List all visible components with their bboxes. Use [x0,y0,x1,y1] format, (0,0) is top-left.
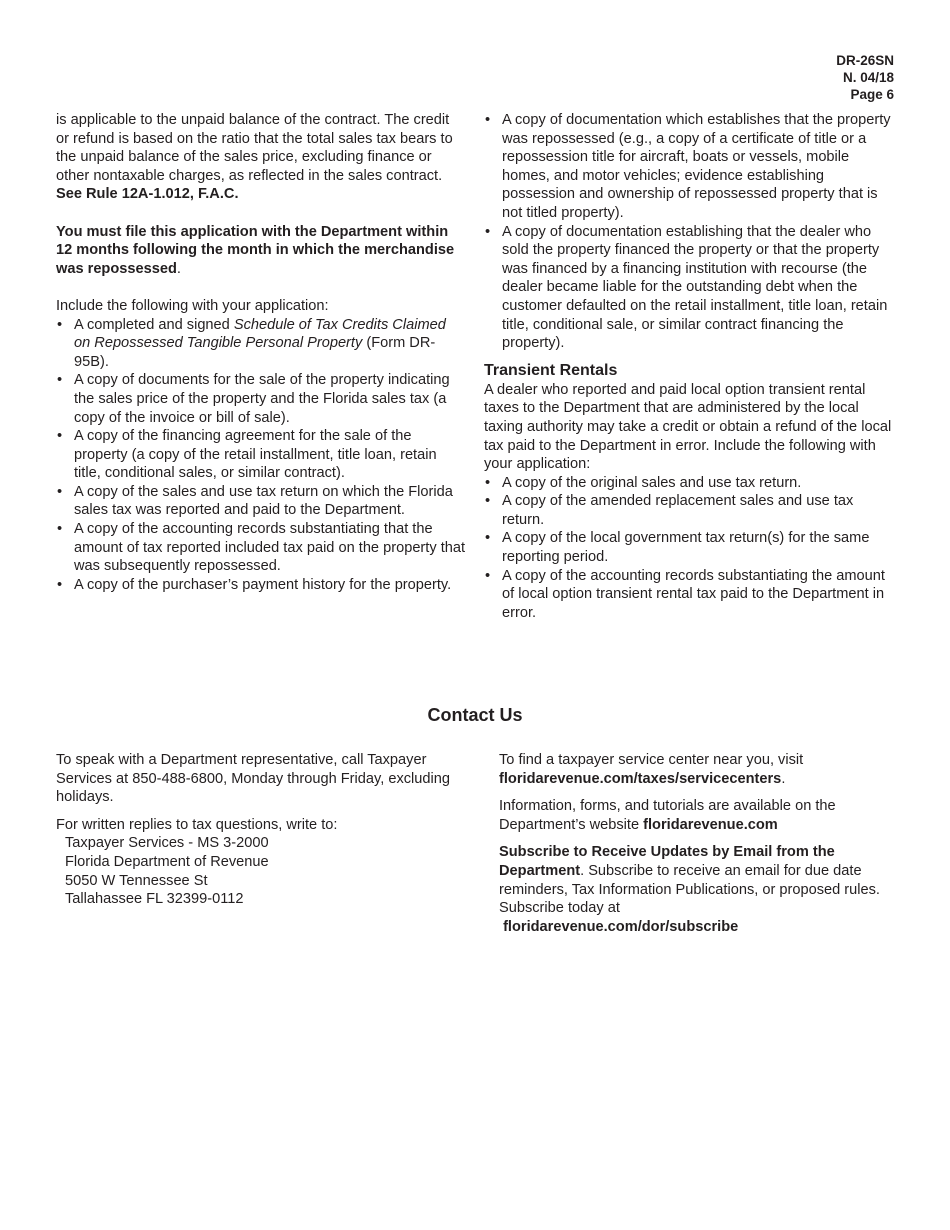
list-item: • A copy of documents for the sale of the property indicating the sales price of the property and the Florida sales tax (a copy of the invoice or bill of sale). [56,371,466,427]
list-item: • A copy of the accounting records substantiating the amount of local option transient rental tax paid to the Department in error. [484,567,896,623]
list-item: • A copy of the sales and use tax return on which the Florida sales tax was reported and paid to the Department. [56,483,466,520]
list-item: • A copy of the purchaser’s payment history for the property. [56,576,466,595]
transient-documents-list [484,474,896,623]
subscribe-heading: Subscribe to Receive Updates by Email from the Department [499,844,835,879]
form-number: DR-26SN [836,53,894,68]
form-revision: N. 04/18 [842,70,894,85]
page-number: Page 6 [850,87,894,102]
list-item: • A copy of the financing agreement for the sale of the property (a copy of the retail installment, title loan, retain title, conditional sales, or similar contract). [56,427,466,483]
deadline-paragraph: You must file this application with the Department within 12 months following the month in which the merchandise was repossessed. [56,223,455,277]
address-line: 5050 W Tennessee St [65,872,208,889]
subscribe-link[interactable]: floridarevenue.com/dor/subscribe [503,918,739,935]
repossession-documents-list [484,111,896,353]
service-center-link[interactable]: floridarevenue.com/taxes/servicecenters [499,770,782,787]
include-heading: Include the following with your application: [56,297,329,314]
contact-left-column [56,751,466,909]
form-header [694,52,894,103]
address-line: Florida Department of Revenue [65,853,269,870]
phone-paragraph: To speak with a Department representative, call Taxpayer Services at 850-488-6800, Monday through Friday, excluding holidays. [56,752,450,806]
contact-us-heading: Contact Us [427,705,523,725]
mailing-address [56,834,466,908]
intro-paragraph [56,111,466,204]
transient-rentals-text: A dealer who reported and paid local option transient rental taxes to the Department that are administered by the local taxing authority may take a credit or obtain a refund of the local tax paid to the Department in error. Include the following with your application: [484,381,892,473]
list-item: • A completed and signed Schedule of Tax Credits Claimed on Repossessed Tangible Personal Property (Form DR-95B). [56,316,466,372]
website-link[interactable]: floridarevenue.com [643,816,778,833]
service-center-paragraph: To find a taxpayer service center near you, visit floridarevenue.com/taxes/servicecenters. [499,752,804,787]
list-item: • A copy of the accounting records substantiating that the amount of tax reported included tax paid on the property that was subsequently repossessed. [56,520,466,576]
list-item: • A copy of the original sales and use tax return. [484,474,896,493]
list-item: • A copy of the amended replacement sales and use tax return. [484,492,896,529]
list-item: • A copy of documentation establishing that the dealer who sold the property financed the property or that the property was financed by a financing institution with recourse (the dealer became liable for the outstanding debt when the customer defaulted on the retail installment, title loan, retain title, conditional sale, or similar contract financing the property). [484,223,896,353]
transient-rentals-heading: Transient Rentals [484,361,618,379]
list-item: • A copy of documentation which establishes that the property was repossessed (e.g., a copy of a certificate of title or a repossession title for aircraft, boats or vessels, mobile homes, and motor vehicles; evidence establishing possession and ownership of repossessed property that is not titled property). [484,111,896,223]
address-line: Taxpayer Services - MS 3-2000 [65,835,269,852]
schedule-title: Schedule of Tax Credits Claimed on Repossessed Tangible Personal Property [74,316,446,352]
rule-reference: See Rule 12A-1.012, F.A.C. [56,186,239,203]
deadline-notice: You must file this application with the Department within 12 months following the month in which the merchandise was repossessed [56,223,455,277]
list-item: • A copy of the local government tax return(s) for the same reporting period. [484,529,896,566]
required-documents-list [56,316,466,595]
contact-right-column [499,751,899,945]
written-replies-paragraph: For written replies to tax questions, write to: [56,816,338,833]
subscribe-paragraph: Subscribe to Receive Updates by Email from the Department. Subscribe to receive an email for due date reminders, Tax Information Publications, or proposed rules. Subscribe today at floridarevenue.com/dor/subscribe [499,844,880,935]
right-column [484,111,896,622]
address-line: Tallahassee FL 32399-0112 [65,891,244,908]
left-column [56,111,466,594]
website-paragraph: Information, forms, and tutorials are available on the Department’s website floridarevenue.com [499,798,836,833]
intro-text: is applicable to the unpaid balance of the contract. The credit or refund is based on the ratio that the total sales tax bears to the unpaid balance of the sales price, excluding finance or other nontaxable charges, as reflected in the sales contract. [56,112,453,184]
